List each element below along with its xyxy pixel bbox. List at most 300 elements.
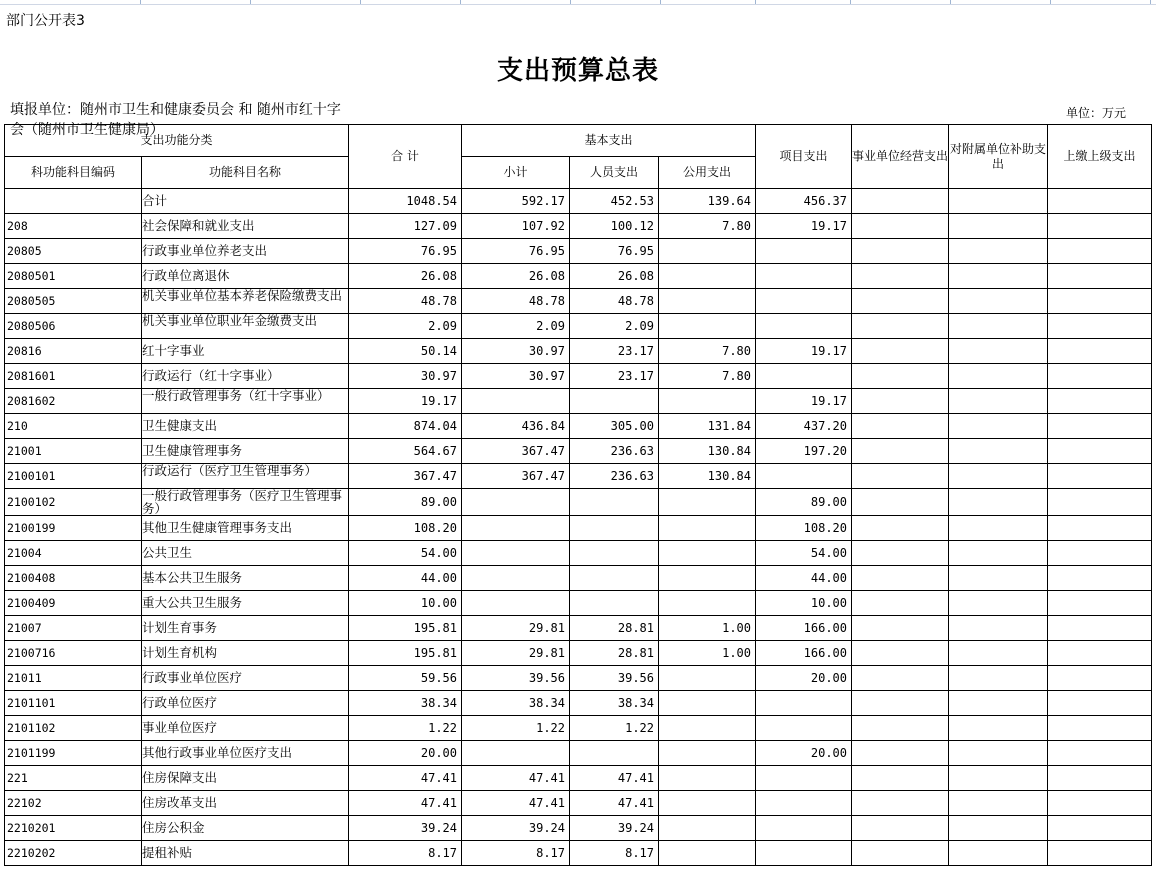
table-row xyxy=(5,641,1152,666)
subsidy-cell xyxy=(949,716,1048,741)
upper-cell xyxy=(1048,816,1152,841)
subsidy-cell xyxy=(949,591,1048,616)
name-cell: 其他行政事业单位医疗支出 xyxy=(142,741,349,766)
table-row xyxy=(5,691,1152,716)
public-cell xyxy=(659,691,756,716)
budget-table xyxy=(4,124,1152,866)
subtotal-cell xyxy=(462,591,570,616)
table-row xyxy=(5,666,1152,691)
code-cell: 221 xyxy=(5,766,142,791)
name-cell: 机关事业单位基本养老保险缴费支出 xyxy=(142,289,349,314)
unit-label: 单位：万元 xyxy=(1066,106,1127,120)
biz-unit-cell xyxy=(852,841,949,866)
project-cell xyxy=(756,314,852,339)
public-cell: 7.80 xyxy=(659,364,756,389)
header-subtotal: 小计 xyxy=(462,157,570,189)
subtotal-cell: 48.78 xyxy=(462,289,570,314)
total-cell: 20.00 xyxy=(349,741,462,766)
upper-cell xyxy=(1048,439,1152,464)
total-cell: 564.67 xyxy=(349,439,462,464)
subtotal-cell: 38.34 xyxy=(462,691,570,716)
total-cell: 19.17 xyxy=(349,389,462,414)
biz-unit-cell xyxy=(852,541,949,566)
upper-cell xyxy=(1048,189,1152,214)
total-cell: 1048.54 xyxy=(349,189,462,214)
subtotal-cell: 1.22 xyxy=(462,716,570,741)
total-cell: 47.41 xyxy=(349,791,462,816)
name-cell: 提租补贴 xyxy=(142,841,349,866)
upper-cell xyxy=(1048,264,1152,289)
biz-unit-cell xyxy=(852,666,949,691)
personnel-cell: 452.53 xyxy=(570,189,659,214)
total-cell: 8.17 xyxy=(349,841,462,866)
table-row xyxy=(5,766,1152,791)
code-cell: 2101101 xyxy=(5,691,142,716)
header-biz-unit: 事业单位经营支出 xyxy=(852,125,949,189)
table-row xyxy=(5,189,1152,214)
code-cell: 21004 xyxy=(5,541,142,566)
upper-cell xyxy=(1048,716,1152,741)
total-cell: 47.41 xyxy=(349,766,462,791)
upper-cell xyxy=(1048,414,1152,439)
biz-unit-cell xyxy=(852,616,949,641)
public-cell: 7.80 xyxy=(659,214,756,239)
name-cell: 重大公共卫生服务 xyxy=(142,591,349,616)
subtotal-cell: 26.08 xyxy=(462,264,570,289)
name-cell: 公共卫生 xyxy=(142,541,349,566)
name-cell: 一般行政管理事务（红十字事业） xyxy=(142,389,349,414)
upper-cell xyxy=(1048,239,1152,264)
personnel-cell xyxy=(570,389,659,414)
total-cell: 195.81 xyxy=(349,641,462,666)
project-cell: 437.20 xyxy=(756,414,852,439)
total-cell: 2.09 xyxy=(349,314,462,339)
public-cell xyxy=(659,716,756,741)
project-cell xyxy=(756,716,852,741)
subsidy-cell xyxy=(949,641,1048,666)
subtotal-cell: 436.84 xyxy=(462,414,570,439)
upper-cell xyxy=(1048,314,1152,339)
code-cell: 2100716 xyxy=(5,641,142,666)
upper-cell xyxy=(1048,214,1152,239)
code-cell: 2101199 xyxy=(5,741,142,766)
subtotal-cell: 30.97 xyxy=(462,364,570,389)
name-cell: 其他卫生健康管理事务支出 xyxy=(142,516,349,541)
code-cell: 2080505 xyxy=(5,289,142,314)
subtotal-cell: 8.17 xyxy=(462,841,570,866)
sheet-label: 部门公开表3 xyxy=(6,13,85,29)
public-cell: 1.00 xyxy=(659,641,756,666)
subtotal-cell xyxy=(462,489,570,516)
subsidy-cell xyxy=(949,489,1048,516)
subsidy-cell xyxy=(949,616,1048,641)
personnel-cell xyxy=(570,541,659,566)
code-cell: 2100409 xyxy=(5,591,142,616)
total-cell: 10.00 xyxy=(349,591,462,616)
personnel-cell: 47.41 xyxy=(570,791,659,816)
subtotal-cell: 29.81 xyxy=(462,616,570,641)
project-cell xyxy=(756,691,852,716)
public-cell xyxy=(659,516,756,541)
project-cell: 19.17 xyxy=(756,389,852,414)
public-cell xyxy=(659,314,756,339)
table-row xyxy=(5,716,1152,741)
subtotal-cell: 47.41 xyxy=(462,791,570,816)
biz-unit-cell xyxy=(852,389,949,414)
code-cell: 2081601 xyxy=(5,364,142,389)
table-row xyxy=(5,389,1152,414)
name-cell: 红十字事业 xyxy=(142,339,349,364)
biz-unit-cell xyxy=(852,464,949,489)
column-header-strip xyxy=(0,0,1156,5)
code-cell: 2100199 xyxy=(5,516,142,541)
code-cell: 20816 xyxy=(5,339,142,364)
name-cell: 住房公积金 xyxy=(142,816,349,841)
personnel-cell: 26.08 xyxy=(570,264,659,289)
project-cell xyxy=(756,841,852,866)
subsidy-cell xyxy=(949,516,1048,541)
upper-cell xyxy=(1048,616,1152,641)
personnel-cell: 23.17 xyxy=(570,364,659,389)
code-cell: 2210201 xyxy=(5,816,142,841)
total-cell: 874.04 xyxy=(349,414,462,439)
table-row xyxy=(5,264,1152,289)
personnel-cell: 23.17 xyxy=(570,339,659,364)
total-cell: 59.56 xyxy=(349,666,462,691)
code-cell: 20805 xyxy=(5,239,142,264)
subtotal-cell: 39.56 xyxy=(462,666,570,691)
project-cell xyxy=(756,791,852,816)
upper-cell xyxy=(1048,289,1152,314)
code-cell: 2080501 xyxy=(5,264,142,289)
name-cell: 住房保障支出 xyxy=(142,766,349,791)
name-cell: 行政运行（医疗卫生管理事务） xyxy=(142,464,349,489)
subtotal-cell: 30.97 xyxy=(462,339,570,364)
project-cell: 89.00 xyxy=(756,489,852,516)
subsidy-cell xyxy=(949,816,1048,841)
code-cell: 2100101 xyxy=(5,464,142,489)
upper-cell xyxy=(1048,766,1152,791)
subtotal-cell: 592.17 xyxy=(462,189,570,214)
header-name: 功能科目名称 xyxy=(142,157,349,189)
project-cell: 197.20 xyxy=(756,439,852,464)
subtotal-cell xyxy=(462,741,570,766)
upper-cell xyxy=(1048,464,1152,489)
code-cell: 208 xyxy=(5,214,142,239)
public-cell xyxy=(659,791,756,816)
total-cell: 38.34 xyxy=(349,691,462,716)
project-cell: 20.00 xyxy=(756,741,852,766)
public-cell: 131.84 xyxy=(659,414,756,439)
public-cell: 130.84 xyxy=(659,464,756,489)
table-row xyxy=(5,741,1152,766)
subsidy-cell xyxy=(949,339,1048,364)
personnel-cell: 2.09 xyxy=(570,314,659,339)
project-cell xyxy=(756,816,852,841)
biz-unit-cell xyxy=(852,289,949,314)
total-cell: 76.95 xyxy=(349,239,462,264)
name-cell: 计划生育事务 xyxy=(142,616,349,641)
code-cell: 2100408 xyxy=(5,566,142,591)
public-cell xyxy=(659,389,756,414)
public-cell xyxy=(659,239,756,264)
total-cell: 54.00 xyxy=(349,541,462,566)
code-cell: 2081602 xyxy=(5,389,142,414)
total-cell: 26.08 xyxy=(349,264,462,289)
biz-unit-cell xyxy=(852,691,949,716)
personnel-cell xyxy=(570,516,659,541)
subtotal-cell: 367.47 xyxy=(462,464,570,489)
upper-cell xyxy=(1048,841,1152,866)
name-cell: 合计 xyxy=(142,189,349,214)
project-cell: 20.00 xyxy=(756,666,852,691)
header-public: 公用支出 xyxy=(659,157,756,189)
name-cell: 行政运行（红十字事业） xyxy=(142,364,349,389)
name-cell: 计划生育机构 xyxy=(142,641,349,666)
project-cell xyxy=(756,239,852,264)
subsidy-cell xyxy=(949,766,1048,791)
project-cell: 456.37 xyxy=(756,189,852,214)
project-cell xyxy=(756,364,852,389)
page-title: 支出预算总表 xyxy=(496,56,659,86)
subsidy-cell xyxy=(949,691,1048,716)
table-row xyxy=(5,364,1152,389)
subtotal-cell xyxy=(462,516,570,541)
subsidy-cell xyxy=(949,541,1048,566)
subsidy-cell xyxy=(949,364,1048,389)
total-cell: 39.24 xyxy=(349,816,462,841)
table-row xyxy=(5,339,1152,364)
name-cell: 一般行政管理事务（医疗卫生管理事务） xyxy=(142,489,349,516)
name-cell: 行政事业单位医疗 xyxy=(142,666,349,691)
subtotal-cell: 39.24 xyxy=(462,816,570,841)
total-cell: 44.00 xyxy=(349,566,462,591)
subsidy-cell xyxy=(949,841,1048,866)
total-cell: 108.20 xyxy=(349,516,462,541)
project-cell: 54.00 xyxy=(756,541,852,566)
code-cell: 21001 xyxy=(5,439,142,464)
project-cell: 166.00 xyxy=(756,616,852,641)
public-cell: 130.84 xyxy=(659,439,756,464)
biz-unit-cell xyxy=(852,716,949,741)
header-basic: 基本支出 xyxy=(462,125,756,157)
biz-unit-cell xyxy=(852,239,949,264)
table-row xyxy=(5,239,1152,264)
subsidy-cell xyxy=(949,314,1048,339)
code-cell: 210 xyxy=(5,414,142,439)
personnel-cell: 39.56 xyxy=(570,666,659,691)
table-row xyxy=(5,791,1152,816)
biz-unit-cell xyxy=(852,641,949,666)
table-row xyxy=(5,439,1152,464)
subsidy-cell xyxy=(949,264,1048,289)
subsidy-cell xyxy=(949,289,1048,314)
code-cell: 21011 xyxy=(5,666,142,691)
table-row xyxy=(5,464,1152,489)
personnel-cell: 1.22 xyxy=(570,716,659,741)
biz-unit-cell xyxy=(852,741,949,766)
public-cell xyxy=(659,841,756,866)
project-cell: 19.17 xyxy=(756,339,852,364)
subtotal-cell xyxy=(462,566,570,591)
biz-unit-cell xyxy=(852,339,949,364)
personnel-cell xyxy=(570,566,659,591)
total-cell: 195.81 xyxy=(349,616,462,641)
public-cell: 1.00 xyxy=(659,616,756,641)
upper-cell xyxy=(1048,516,1152,541)
upper-cell xyxy=(1048,566,1152,591)
name-cell: 卫生健康管理事务 xyxy=(142,439,349,464)
public-cell xyxy=(659,741,756,766)
subtotal-cell: 76.95 xyxy=(462,239,570,264)
upper-cell xyxy=(1048,389,1152,414)
project-cell xyxy=(756,264,852,289)
project-cell: 10.00 xyxy=(756,591,852,616)
upper-cell xyxy=(1048,541,1152,566)
table-row xyxy=(5,841,1152,866)
biz-unit-cell xyxy=(852,591,949,616)
subtotal-cell xyxy=(462,541,570,566)
table-row xyxy=(5,541,1152,566)
biz-unit-cell xyxy=(852,264,949,289)
subtotal-cell: 2.09 xyxy=(462,314,570,339)
header-func-class: 支出功能分类 xyxy=(5,125,349,157)
subsidy-cell xyxy=(949,389,1048,414)
code-cell: 21007 xyxy=(5,616,142,641)
public-cell xyxy=(659,264,756,289)
public-cell xyxy=(659,566,756,591)
public-cell xyxy=(659,591,756,616)
biz-unit-cell xyxy=(852,314,949,339)
header-upper: 上缴上级支出 xyxy=(1048,125,1152,189)
subsidy-cell xyxy=(949,414,1048,439)
public-cell xyxy=(659,541,756,566)
biz-unit-cell xyxy=(852,766,949,791)
public-cell xyxy=(659,666,756,691)
code-cell xyxy=(5,189,142,214)
project-cell xyxy=(756,289,852,314)
subsidy-cell xyxy=(949,239,1048,264)
public-cell xyxy=(659,766,756,791)
code-cell: 22102 xyxy=(5,791,142,816)
table-row xyxy=(5,516,1152,541)
subtotal-cell: 47.41 xyxy=(462,766,570,791)
public-cell xyxy=(659,289,756,314)
name-cell: 事业单位医疗 xyxy=(142,716,349,741)
personnel-cell: 100.12 xyxy=(570,214,659,239)
project-cell xyxy=(756,766,852,791)
upper-cell xyxy=(1048,791,1152,816)
personnel-cell: 236.63 xyxy=(570,439,659,464)
personnel-cell xyxy=(570,741,659,766)
biz-unit-cell xyxy=(852,791,949,816)
name-cell: 行政单位离退休 xyxy=(142,264,349,289)
public-cell xyxy=(659,489,756,516)
subsidy-cell xyxy=(949,741,1048,766)
personnel-cell: 28.81 xyxy=(570,616,659,641)
code-cell: 2080506 xyxy=(5,314,142,339)
upper-cell xyxy=(1048,666,1152,691)
upper-cell xyxy=(1048,641,1152,666)
name-cell: 基本公共卫生服务 xyxy=(142,566,349,591)
table-row xyxy=(5,489,1152,516)
total-cell: 50.14 xyxy=(349,339,462,364)
header-project: 项目支出 xyxy=(756,125,852,189)
fill-unit-label: 填报单位：随州市卫生和健康委员会 和 随州市红十字会（随州市卫生健康局） xyxy=(10,102,341,138)
table-row xyxy=(5,414,1152,439)
subsidy-cell xyxy=(949,214,1048,239)
upper-cell xyxy=(1048,489,1152,516)
subsidy-cell xyxy=(949,189,1048,214)
project-cell: 19.17 xyxy=(756,214,852,239)
subtotal-cell xyxy=(462,389,570,414)
name-cell: 社会保障和就业支出 xyxy=(142,214,349,239)
name-cell: 行政单位医疗 xyxy=(142,691,349,716)
upper-cell xyxy=(1048,339,1152,364)
project-cell: 166.00 xyxy=(756,641,852,666)
total-cell: 30.97 xyxy=(349,364,462,389)
header-subsidy: 对附属单位补助支出 xyxy=(949,125,1048,189)
subsidy-cell xyxy=(949,566,1048,591)
table-row xyxy=(5,289,1152,314)
subsidy-cell xyxy=(949,439,1048,464)
upper-cell xyxy=(1048,741,1152,766)
total-cell: 367.47 xyxy=(349,464,462,489)
personnel-cell: 48.78 xyxy=(570,289,659,314)
total-cell: 127.09 xyxy=(349,214,462,239)
header-total: 合 计 xyxy=(349,125,462,189)
subtotal-cell: 107.92 xyxy=(462,214,570,239)
header-code: 科功能科目编码 xyxy=(5,157,142,189)
personnel-cell: 47.41 xyxy=(570,766,659,791)
table-row xyxy=(5,816,1152,841)
name-cell: 卫生健康支出 xyxy=(142,414,349,439)
project-cell: 44.00 xyxy=(756,566,852,591)
personnel-cell: 305.00 xyxy=(570,414,659,439)
subtotal-cell: 29.81 xyxy=(462,641,570,666)
upper-cell xyxy=(1048,591,1152,616)
table-row xyxy=(5,214,1152,239)
table-row xyxy=(5,566,1152,591)
code-cell: 2101102 xyxy=(5,716,142,741)
table-row xyxy=(5,616,1152,641)
header-personnel: 人员支出 xyxy=(570,157,659,189)
public-cell: 7.80 xyxy=(659,339,756,364)
biz-unit-cell xyxy=(852,439,949,464)
personnel-cell: 38.34 xyxy=(570,691,659,716)
biz-unit-cell xyxy=(852,816,949,841)
biz-unit-cell xyxy=(852,516,949,541)
code-cell: 2210202 xyxy=(5,841,142,866)
upper-cell xyxy=(1048,364,1152,389)
public-cell xyxy=(659,816,756,841)
name-cell: 机关事业单位职业年金缴费支出 xyxy=(142,314,349,339)
subsidy-cell xyxy=(949,791,1048,816)
total-cell: 89.00 xyxy=(349,489,462,516)
personnel-cell: 76.95 xyxy=(570,239,659,264)
project-cell xyxy=(756,464,852,489)
public-cell: 139.64 xyxy=(659,189,756,214)
subtotal-cell: 367.47 xyxy=(462,439,570,464)
biz-unit-cell xyxy=(852,189,949,214)
code-cell: 2100102 xyxy=(5,489,142,516)
subsidy-cell xyxy=(949,666,1048,691)
total-cell: 1.22 xyxy=(349,716,462,741)
table-row xyxy=(5,591,1152,616)
biz-unit-cell xyxy=(852,214,949,239)
name-cell: 行政事业单位养老支出 xyxy=(142,239,349,264)
personnel-cell: 39.24 xyxy=(570,816,659,841)
